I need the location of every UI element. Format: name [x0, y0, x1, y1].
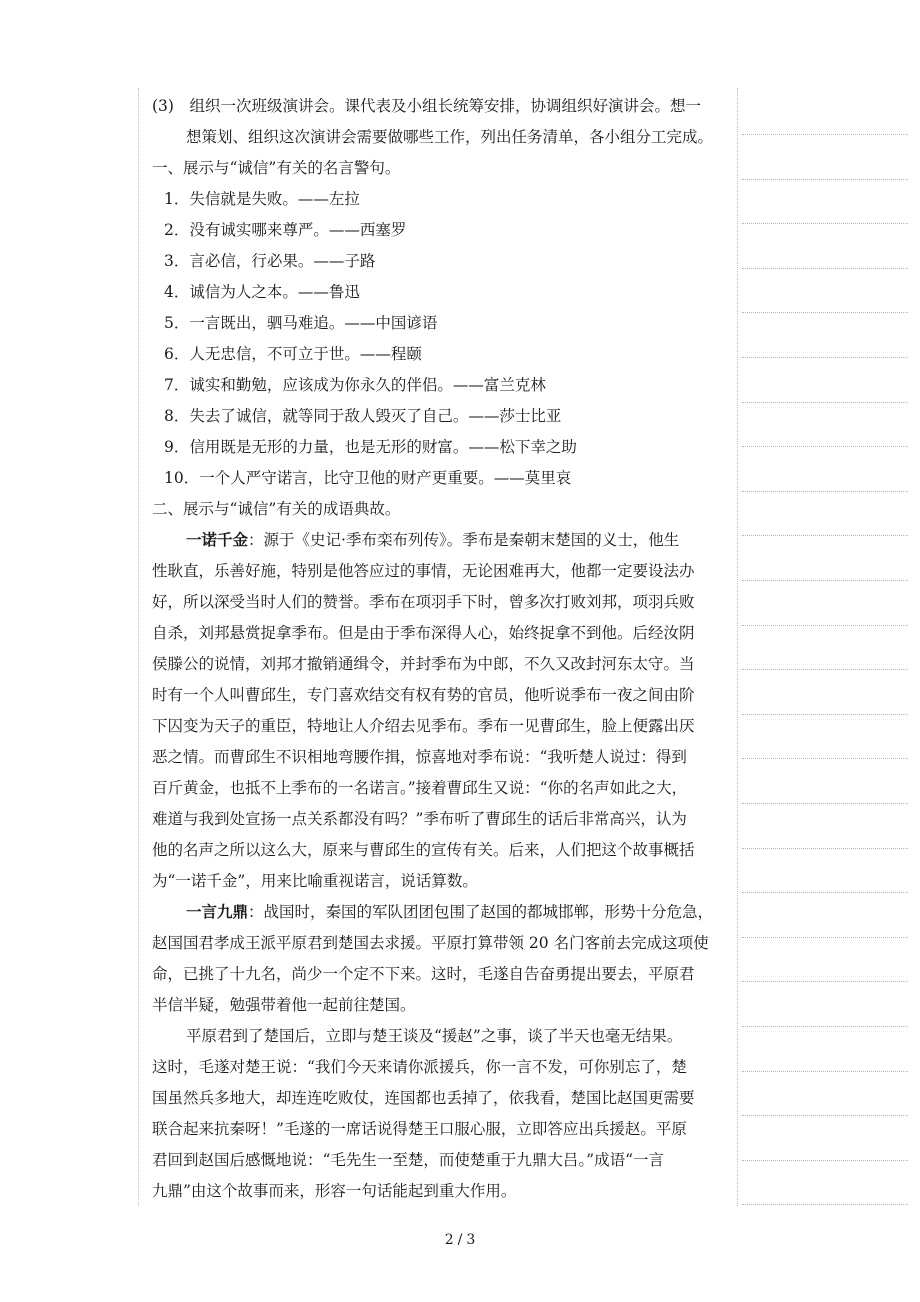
note-line	[742, 625, 908, 626]
note-line	[742, 803, 908, 804]
story1-line: 时有一个人叫曹邱生，专门喜欢结交有权有势的官员，他听说季布一夜之间由阶	[152, 686, 695, 704]
story1-line: 他的名声之所以这么大，原来与曹邱生的宣传有关。后来，人们把这个故事概括	[152, 841, 695, 859]
quote-item: 9．信用既是无形的力量，也是无形的财富。——松下幸之助	[164, 438, 577, 456]
story2-title: 一言九鼎	[186, 902, 249, 921]
story2-para2-line: 国虽然兵多地大，却连连吃败仗，连国都也丢掉了，依我看，楚国比赵国更需要	[152, 1089, 695, 1107]
quote-item: 1．失信就是失败。——左拉	[164, 190, 360, 208]
note-line	[742, 1160, 908, 1161]
story2-para2-line: 这时，毛遂对楚王说：“我们今天来请你派援兵，你一言不发，可你别忘了，楚	[152, 1058, 687, 1076]
note-line	[742, 714, 908, 715]
story2-para2-line: 联合起来抗秦呀！”毛遂的一席话说得楚王口服心服，立即答应出兵援赵。平原	[152, 1120, 687, 1138]
note-line	[742, 268, 908, 269]
story1-line: 下囚变为天子的重臣，特地让人介绍去见季布。季布一见曹邱生，脸上便露出厌	[152, 717, 695, 735]
task3-line1: (3) 组织一次班级演讲会。课代表及小组长统筹安排，协调组织好演讲会。想一	[152, 97, 701, 115]
story2-line: 半信半疑，勉强带着他一起前往楚国。	[152, 996, 416, 1014]
note-line	[742, 179, 908, 180]
story1-line: 自杀，刘邦悬赏捉拿季布。但是由于季布深得人心，始终捉拿不到他。后经汝阴	[152, 624, 695, 642]
note-line	[742, 223, 908, 224]
notes-margin	[742, 88, 908, 1206]
note-line	[742, 669, 908, 670]
story1-line: 好，所以深受当时人们的赞誉。季布在项羽手下时，曾多次打败刘邦，项羽兵败	[152, 593, 695, 611]
story1-line: 百斤黄金，也抵不上季布的一名诺言。”接着曹邱生又说：“你的名声如此之大，	[152, 779, 688, 797]
quote-item: 5．一言既出，驷马难追。——中国谚语	[164, 314, 438, 332]
note-line	[742, 1071, 908, 1072]
quote-item: 6．人无忠信，不可立于世。——程颐	[164, 345, 422, 363]
story2-para2-line: 君回到赵国后感慨地说：“毛先生一至楚，而使楚重于九鼎大吕。”成语“一言	[152, 1151, 665, 1169]
note-line	[742, 580, 908, 581]
note-line	[742, 491, 908, 492]
note-line	[742, 1115, 908, 1116]
story1-first-line	[186, 530, 679, 550]
note-line	[742, 937, 908, 938]
note-line	[742, 1204, 908, 1205]
quote-item: 4．诚信为人之本。——鲁迅	[164, 283, 360, 301]
story1-line: 恶之情。而曹邱生不识相地弯腰作揖，惊喜地对季布说：“我听楚人说过：得到	[152, 748, 687, 766]
note-line	[742, 357, 908, 358]
story1-line: 难道与我到处宣扬一点关系都没有吗？”季布听了曹邱生的话后非常高兴，认为	[152, 810, 687, 828]
note-line	[742, 535, 908, 536]
story2-para2-line: 九鼎”由这个故事而来，形容一句话能起到重大作用。	[152, 1182, 517, 1200]
page-number	[0, 1232, 920, 1248]
story2-line: 命，已挑了十九名，尚少一个定不下来。这时，毛遂自告奋勇提出要去，平原君	[152, 965, 695, 983]
section2-heading: 二、展示与“诚信”有关的成语典故。	[152, 500, 401, 518]
note-line	[742, 312, 908, 313]
story2-para2-line: 平原君到了楚国后，立即与楚王谈及“援赵”之事，谈了半天也毫无结果。	[186, 1027, 683, 1045]
quote-item: 2．没有诚实哪来尊严。——西塞罗	[164, 221, 407, 239]
note-line	[742, 892, 908, 893]
quote-item: 10．一个人严守诺言，比守卫他的财产更重要。——莫里哀	[164, 469, 572, 487]
current-page: 2	[444, 1232, 454, 1248]
note-line	[742, 402, 908, 403]
story1-title: 一诺千金	[186, 530, 249, 549]
note-line	[742, 446, 908, 447]
quote-item: 3．言必信，行必果。——子路	[164, 252, 376, 270]
note-line	[742, 1026, 908, 1027]
story1-text: ：源于《史记·季布栾布列传》。季布是秦朝末楚国的义士，他生	[248, 531, 680, 549]
quote-item: 8．失去了诚信，就等同于敌人毁灭了自己。——莎士比亚	[164, 407, 562, 425]
story2-text: ：战国时，秦国的军队团团包围了赵国的都城邯郸，形势十分危急，	[248, 903, 714, 921]
page-separator: /	[457, 1232, 463, 1248]
story1-line: 性耿直，乐善好施，特别是他答应过的事情，无论困难再大，他都一定要设法办	[152, 562, 695, 580]
story1-line: 侯滕公的说情，刘邦才撤销通缉令，并封季布为中郎，不久又改封河东太守。当	[152, 655, 695, 673]
story2-line: 赵国国君孝成王派平原君到楚国去求援。平原打算带领 20 名门客前去完成这项使	[152, 934, 709, 952]
note-line	[742, 758, 908, 759]
section1-heading: 一、展示与“诚信”有关的名言警句。	[152, 159, 401, 177]
quote-item: 7．诚实和勤勉，应该成为你永久的伴侣。——富兰克林	[164, 376, 546, 394]
note-line	[742, 134, 908, 135]
total-pages: 3	[466, 1232, 476, 1248]
story1-line: 为“一诺千金”，用来比喻重视诺言，说话算数。	[152, 872, 478, 890]
note-line	[742, 848, 908, 849]
story2-first-line	[186, 902, 713, 922]
task3-line2: 想策划、组织这次演讲会需要做哪些工作，列出任务清单，各小组分工完成。	[186, 128, 714, 146]
note-line	[742, 981, 908, 982]
